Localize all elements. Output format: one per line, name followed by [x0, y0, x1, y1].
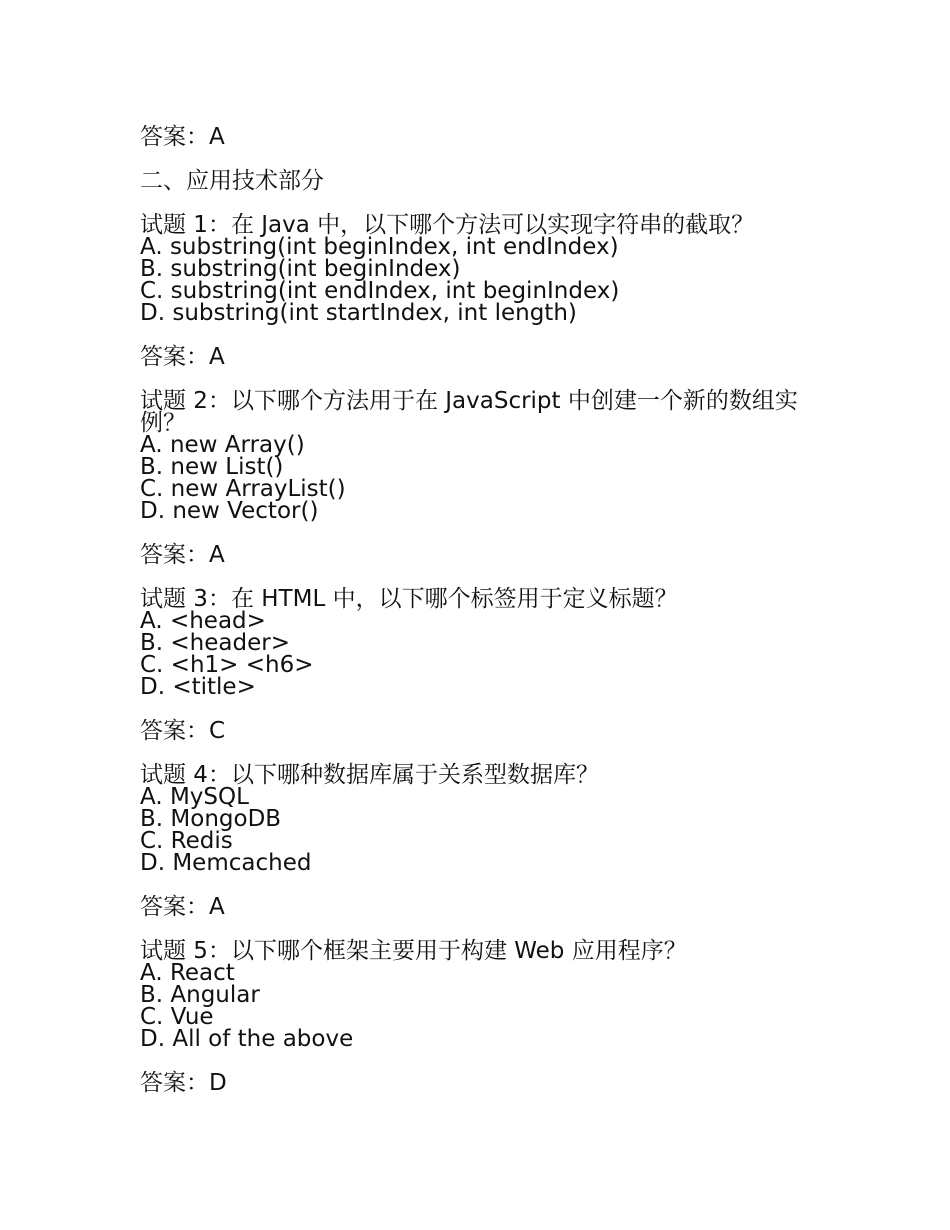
- question-stem: 试题 3：在 HTML 中，以下哪个标签用于定义标题？: [140, 586, 678, 612]
- option-a: A. new Array(): [140, 432, 305, 458]
- option-b: B. <header>: [140, 630, 290, 656]
- question-block: [140, 390, 830, 522]
- answer-line: 答案：A: [140, 894, 225, 920]
- question-block: [140, 588, 830, 698]
- answer-line: 答案：A: [140, 542, 225, 568]
- option-c: C. Redis: [140, 828, 233, 854]
- option-c: C. new ArrayList(): [140, 476, 346, 502]
- question-stem: 试题 2：以下哪个方法用于在 JavaScript 中创建一个新的数组实例？: [140, 388, 798, 436]
- option-a: A. substring(int beginIndex, int endIndex): [140, 234, 619, 260]
- option-b: B. MongoDB: [140, 806, 282, 832]
- answer-line: 答案：C: [140, 718, 226, 744]
- option-d: D. Memcached: [140, 850, 312, 876]
- option-a: A. React: [140, 960, 235, 986]
- answer-line: 答案：A: [140, 344, 225, 370]
- option-d: D. substring(int startIndex, int length): [140, 300, 577, 326]
- option-a: A. MySQL: [140, 784, 249, 810]
- option-b: B. substring(int beginIndex): [140, 256, 461, 282]
- option-b: B. Angular: [140, 982, 260, 1008]
- question-block: [140, 940, 830, 1050]
- option-d: D. <title>: [140, 674, 256, 700]
- question-stem: 试题 1：在 Java 中，以下哪个方法可以实现字符串的截取？: [140, 212, 755, 238]
- option-b: B. new List(): [140, 454, 284, 480]
- option-a: A. <head>: [140, 608, 266, 634]
- option-c: C. <h1> <h6>: [140, 652, 314, 678]
- question-block: [140, 214, 830, 324]
- document-content: [140, 126, 830, 1094]
- option-c: C. substring(int endIndex, int beginIndex): [140, 278, 620, 304]
- option-d: D. new Vector(): [140, 498, 319, 524]
- answer-line: 答案：D: [140, 1070, 227, 1096]
- answer-line: 答案：A: [140, 124, 225, 150]
- question-stem: 试题 4：以下哪种数据库属于关系型数据库？: [140, 762, 599, 788]
- section-title: 二、应用技术部分: [140, 168, 324, 194]
- option-c: C. Vue: [140, 1004, 214, 1030]
- question-block: [140, 764, 830, 874]
- option-d: D. All of the above: [140, 1026, 354, 1052]
- question-stem: 试题 5：以下哪个框架主要用于构建 Web 应用程序？: [140, 938, 687, 964]
